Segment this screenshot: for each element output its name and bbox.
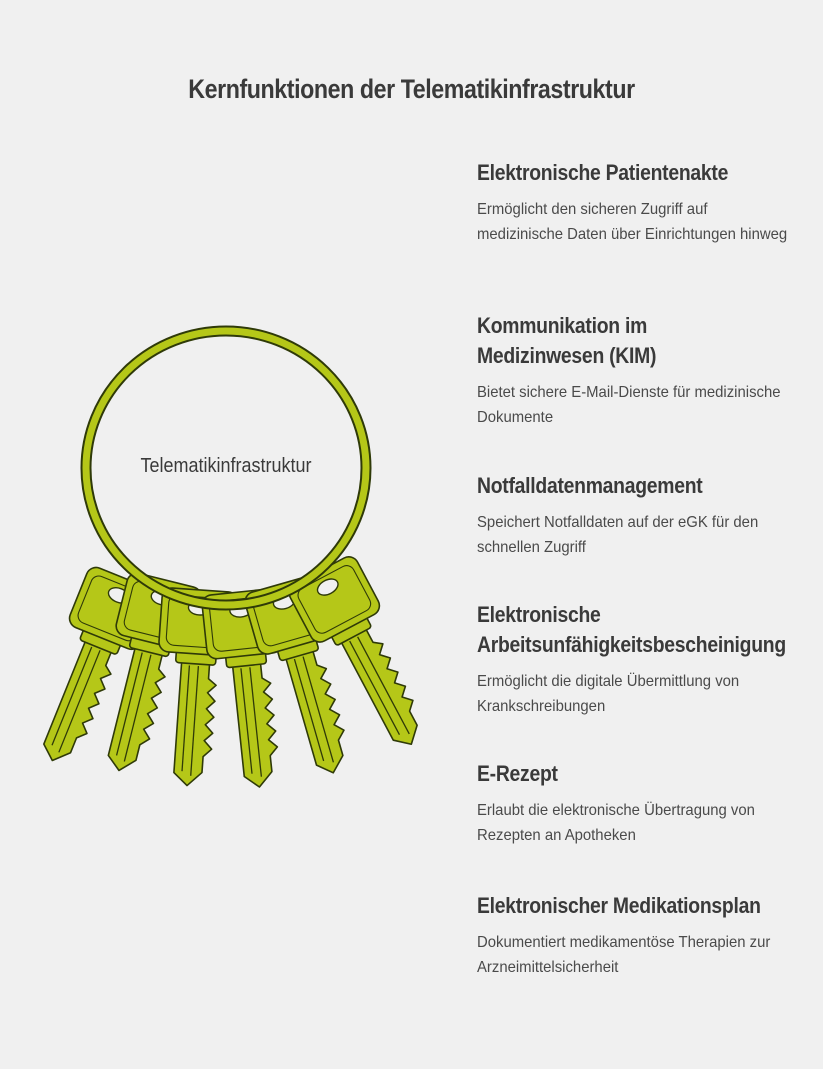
feature-description: Bietet sichere E-Mail-Dienste für medizinische Dokumente [477, 384, 781, 426]
feature-description: Ermöglicht die digitale Übermittlung von Krankschreibungen [477, 673, 740, 715]
page-title: Kernfunktionen der Telematikinfrastruktur [188, 74, 635, 104]
feature-description: Speichert Notfalldaten auf der eGK für den schnellen Zugriff [477, 514, 759, 556]
ring-label: Telematikinfrastruktur [140, 455, 312, 477]
feature-title: E-Rezept [477, 761, 558, 786]
feature-item [477, 471, 807, 560]
feature-description: Erlaubt die elektronische Übertragung von Rezepten an Apotheken [477, 802, 755, 844]
feature-title: Elektronische Patientenakte [477, 160, 729, 185]
feature-item [477, 891, 807, 980]
feature-title: Notfalldatenmanagement [477, 473, 703, 498]
feature-title: Kommunikation im Medizinwesen (KIM) [477, 313, 657, 368]
feature-item [477, 158, 807, 247]
feature-description: Ermöglicht den sicheren Zugriff auf medizinische Daten über Einrichtungen hinweg [477, 201, 788, 243]
feature-item [477, 311, 807, 430]
keyring-illustration [40, 318, 420, 818]
feature-title: Elektronische Arbeitsunfähigkeitsbescheinigung [477, 602, 786, 657]
feature-item [477, 759, 807, 848]
feature-item [477, 600, 807, 719]
feature-description: Dokumentiert medikamentöse Therapien zur Arzneimittelsicherheit [477, 934, 771, 976]
keys-group [40, 553, 420, 791]
feature-title: Elektronischer Medikationsplan [477, 893, 761, 918]
